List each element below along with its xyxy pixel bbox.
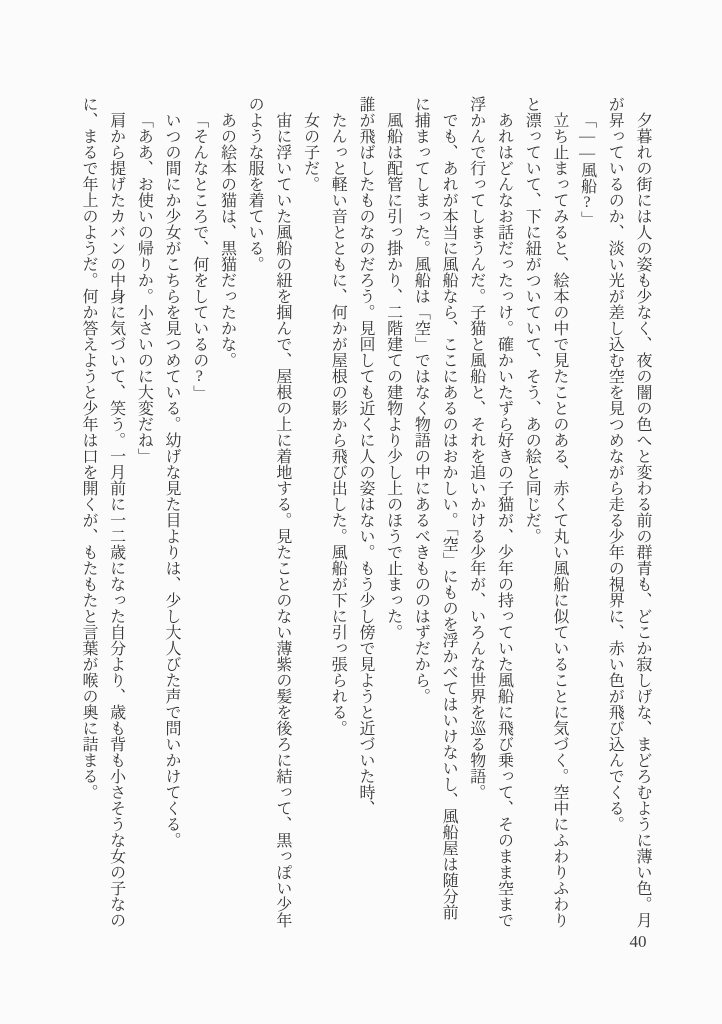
page-number: 40 — [629, 932, 647, 951]
paragraph: 風船は配管に引っ掛かり、二階建ての建物より少し上のほうで止まった。 — [384, 112, 402, 640]
paragraph: 立ち止まってみると、絵本の中で見たことのある、赤くて丸い風船に似ていることに気づく。空中にふわりふわりと漂っていて、下に紐がついていて、そう、あの絵と同じだ。 — [523, 96, 568, 928]
vertical-text-block — [68, 96, 656, 930]
paragraph: あれはどんなお話だったっけ。確かいたずら好きの子猫が、少年の持っていた風船に飛び乗って、そのまま空まで浮かんで行ってしまうんだ。子猫と風船と、それを追いかける少年が、いろんな世界を巡る物語。 — [467, 96, 513, 928]
paragraph: 女の子だ。 — [301, 112, 319, 192]
paragraph: いつの間にか少女がこちらを見つめている。幼げな見た目よりは、少し大人びた声で問いかけてくる。 — [163, 112, 181, 848]
paragraph-dialogue: 「ああ、お使いの帰りか。小さいのに大変だね」 — [135, 112, 153, 464]
paragraph: たんっと軽い音とともに、何かが屋根の影から飛び出した。風船が下に引っ張られる。 — [329, 112, 347, 736]
paragraph-dialogue: 「――風船?」 — [578, 112, 596, 227]
paragraph: 宙に浮いていた風船の紐を掴んで、屋根の上に着地する。見たことのない薄紫の髪を後ろに結って、黒っぽい少年のような服を着ている。 — [246, 96, 291, 928]
paragraph: 誰が飛ばしたものなのだろう。見回しても近くに人の姿はない。もう少し傍で見ようと近づいた時、 — [356, 96, 374, 816]
paragraph: あの絵本の猫は、黒猫だったかな。 — [218, 112, 236, 368]
paragraph-dialogue: 「そんなところで、何をしているの?」 — [190, 112, 208, 401]
paragraph: でも、あれが本当に風船なら、ここにあるのはおかしい。「空」にものを浮かべてはいけないし、風船屋は随分前に捕まってしまった。風船は「空」ではなく物語の中にあるべきもののはずだから。 — [412, 96, 458, 920]
paragraph: 夕暮れの街には人の姿も少なく、夜の闇の色へと変わる前の群青も、どこか寂しげな、まどろむように薄い色。月が昇っているのか、淡い光が差し込む空を見つめながら走る少年の視界に、赤い色が飛び込んでくる。 — [606, 96, 651, 928]
paragraph: 肩から提げたカバンの中身に気づいて、笑う。一月前に一二歳になった自分より、歳も背も小さそうな女の子なのに、まるで年上のようだ。何か答えようと少年は口を開くが、もたもたと言葉が喉の奥に詰まる。 — [79, 96, 125, 928]
